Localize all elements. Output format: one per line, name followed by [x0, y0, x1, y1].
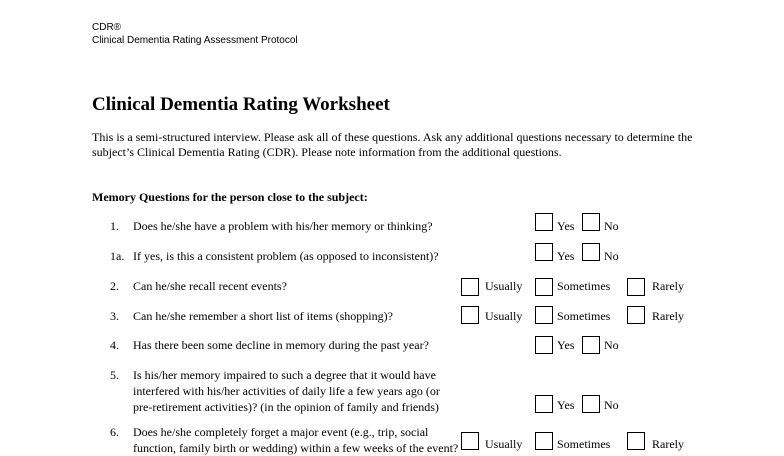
q4-yes-checkbox[interactable] — [535, 336, 553, 354]
q3-rarely-checkbox[interactable] — [627, 306, 645, 324]
question-text-5-line-2: interfered with his/her activities of daily life a few years ago (or — [133, 384, 440, 398]
q6-sometimes-label: Sometimes — [557, 437, 611, 451]
question-number-6: 6. — [110, 425, 119, 439]
q4-yes-label: Yes — [557, 338, 575, 352]
q6-sometimes-checkbox[interactable] — [535, 432, 553, 450]
q3-sometimes-label: Sometimes — [557, 309, 611, 323]
question-number-1a: 1a. — [110, 249, 125, 263]
q3-sometimes-checkbox[interactable] — [535, 306, 553, 324]
q1a-yes-checkbox[interactable] — [535, 243, 553, 261]
q1-yes-checkbox[interactable] — [535, 213, 553, 231]
protocol-subtitle: Clinical Dementia Rating Assessment Protocol — [92, 35, 298, 46]
q5-yes-label: Yes — [557, 398, 575, 412]
question-number-1: 1. — [110, 219, 119, 233]
question-number-4: 4. — [110, 338, 119, 352]
q2-sometimes-label: Sometimes — [557, 279, 611, 293]
q3-rarely-label: Rarely — [652, 309, 684, 323]
question-text-1: Does he/she have a problem with his/her memory or thinking? — [133, 219, 433, 233]
section-heading: Memory Questions for the person close to the subject: — [92, 190, 368, 204]
question-text-6-line-2: function, family birth or wedding) within a few weeks of the event? — [133, 441, 459, 455]
q2-usually-label: Usually — [485, 279, 523, 293]
q1-yes-label: Yes — [557, 219, 575, 233]
q6-rarely-label: Rarely — [652, 437, 684, 451]
q2-usually-checkbox[interactable] — [461, 278, 479, 296]
q5-no-checkbox[interactable] — [582, 395, 600, 413]
q5-no-label: No — [604, 398, 619, 412]
intro-paragraph: This is a semi-structured interview. Please ask all of these questions. Ask any additional questions necessary to determine the subject’s Clinical Dementia Rating (CDR). Please note information from the additional questions. — [92, 130, 693, 159]
question-number-3: 3. — [110, 309, 119, 323]
q6-usually-label: Usually — [485, 437, 523, 451]
q1a-no-label: No — [604, 249, 619, 263]
q6-usually-checkbox[interactable] — [461, 432, 479, 450]
q2-sometimes-checkbox[interactable] — [535, 278, 553, 296]
q1a-yes-label: Yes — [557, 249, 575, 263]
question-number-2: 2. — [110, 279, 119, 293]
page-title: Clinical Dementia Rating Worksheet — [92, 94, 390, 115]
question-text-1a: If yes, is this a consistent problem (as opposed to inconsistent)? — [133, 249, 439, 263]
q3-usually-checkbox[interactable] — [461, 306, 479, 324]
question-text-4: Has there been some decline in memory during the past year? — [133, 338, 429, 352]
q1a-no-checkbox[interactable] — [582, 243, 600, 261]
question-text-6-line-1: Does he/she completely forget a major event (e.g., trip, social — [133, 425, 429, 439]
question-text-2: Can he/she recall recent events? — [133, 279, 287, 293]
question-text-5-line-3: pre-retirement activities)? (in the opinion of family and friends) — [133, 400, 439, 414]
q5-yes-checkbox[interactable] — [535, 395, 553, 413]
q3-usually-label: Usually — [485, 309, 523, 323]
q4-no-checkbox[interactable] — [582, 336, 600, 354]
brand-mark: CDR® — [92, 22, 122, 33]
q2-rarely-checkbox[interactable] — [627, 278, 645, 296]
q1-no-checkbox[interactable] — [582, 213, 600, 231]
q4-no-label: No — [604, 338, 619, 352]
question-text-5-line-1: Is his/her memory impaired to such a degree that it would have — [133, 368, 436, 382]
q2-rarely-label: Rarely — [652, 279, 684, 293]
question-text-3: Can he/she remember a short list of items (shopping)? — [133, 309, 393, 323]
q6-rarely-checkbox[interactable] — [627, 432, 645, 450]
q1-no-label: No — [604, 219, 619, 233]
question-number-5: 5. — [110, 368, 119, 382]
